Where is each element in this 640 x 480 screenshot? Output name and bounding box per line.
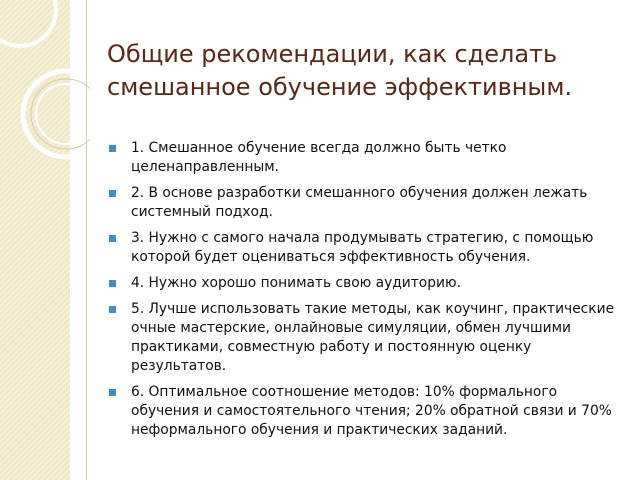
bullet-list <box>108 139 628 447</box>
square-bullet-icon <box>109 235 116 242</box>
list-item-text: 2. В основе разработки смешанного обучения должен лежать системный подход. <box>131 185 588 220</box>
vertical-divider <box>86 0 87 480</box>
decorative-circles-icon <box>0 0 90 480</box>
square-bullet-icon <box>109 306 116 313</box>
list-item-text: 3. Нужно с самого начала продумывать стратегию, с помощью которой будет оцениваться эффективность обучения. <box>131 230 594 265</box>
list-item <box>108 300 628 376</box>
slide-title: Общие рекомендации, как сделать смешанное обучение эффективным. <box>107 40 573 101</box>
square-bullet-icon <box>109 145 116 152</box>
list-item-text: 1. Смешанное обучение всегда должно быть четко целенаправленным. <box>131 140 507 175</box>
list-item-text: 6. Оптимальное соотношение методов: 10% формального обучения и самостоятельного чтения; 20% обратной связи и 70% неформального обучения и практических заданий. <box>131 384 612 438</box>
list-item-text: 4. Нужно хорошо понимать свою аудиторию. <box>131 275 461 291</box>
square-bullet-icon <box>109 389 116 396</box>
list-item <box>108 184 628 222</box>
list-item <box>108 383 628 440</box>
square-bullet-icon <box>109 190 116 197</box>
list-item <box>108 229 628 267</box>
square-bullet-icon <box>109 280 116 287</box>
list-item <box>108 139 628 177</box>
list-item <box>108 274 628 293</box>
list-item-text: 5. Лучше использовать такие методы, как коучинг, практические очные мастерские, онлайновые симуляции, обмен лучшими практиками, совместную работу и постоянную оценку результатов. <box>131 301 615 374</box>
